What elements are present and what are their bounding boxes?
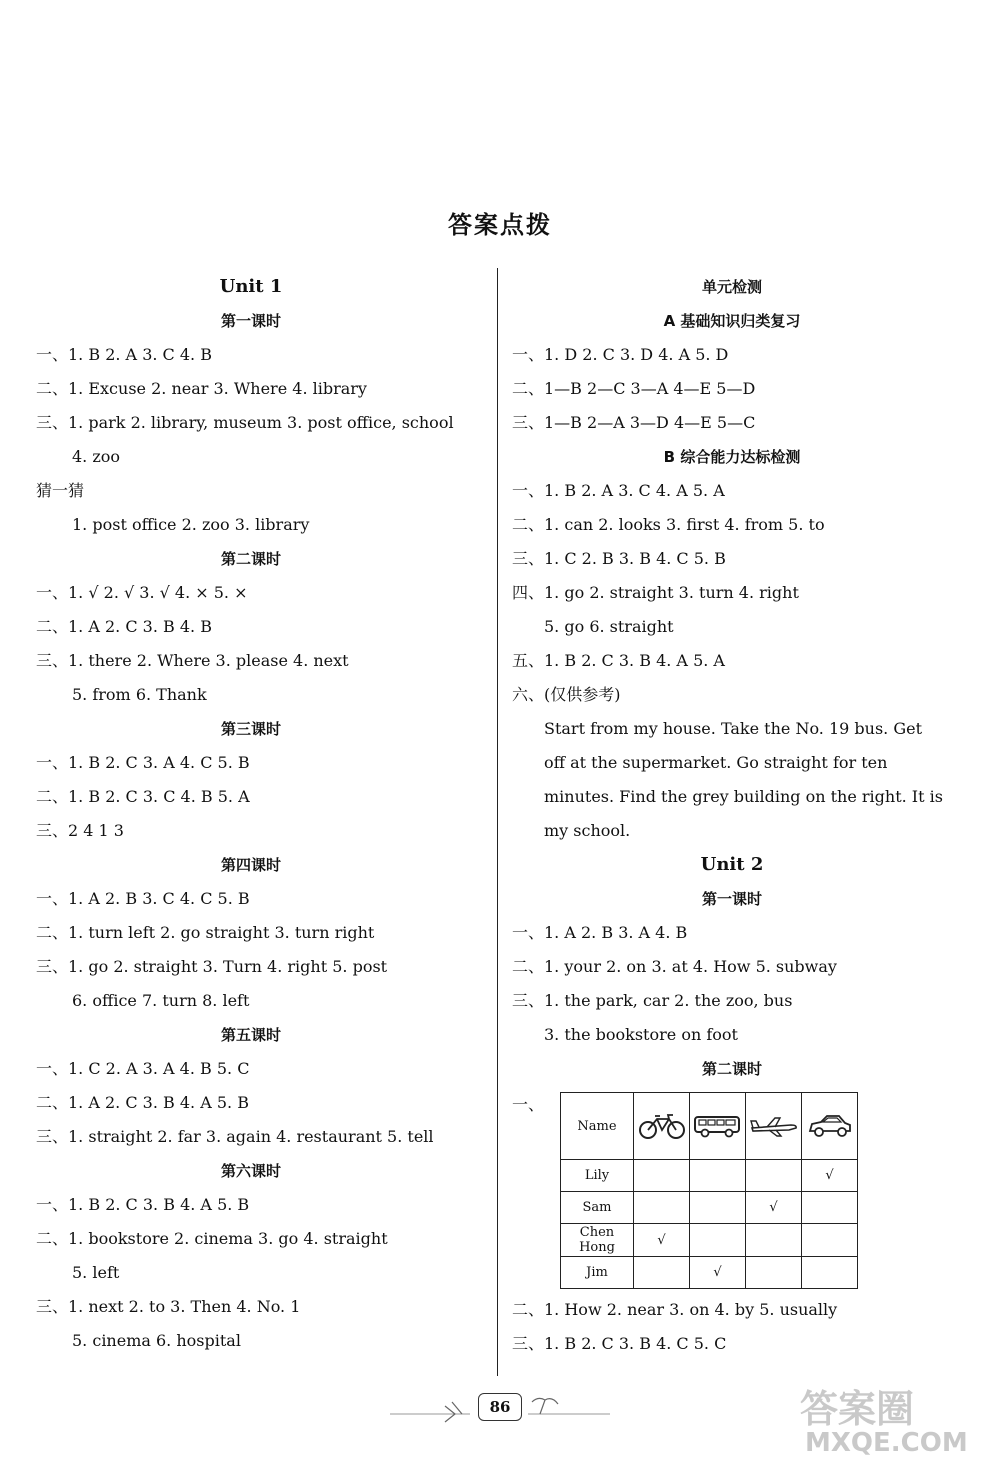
- answer-line: 一、1. B 2. C 3. A 4. C 5. B: [36, 753, 250, 772]
- answer-line: 六、(仅供参考): [512, 685, 621, 704]
- watermark-logo: 答案圈: [800, 1387, 915, 1431]
- table-cell: √: [802, 1160, 858, 1192]
- answer-line: 三、1. C 2. B 3. B 4. C 5. B: [512, 549, 726, 568]
- answer-line: 四、1. go 2. straight 3. turn 4. right: [512, 583, 799, 602]
- answer-line: 一、1. √ 2. √ 3. √ 4. × 5. ×: [36, 583, 248, 602]
- lesson2-heading: 第二课时: [220, 550, 281, 568]
- table-cell-name: Sam: [561, 1192, 634, 1224]
- transport-table: [560, 1092, 858, 1289]
- table-cell: [802, 1224, 858, 1257]
- car-icon: [802, 1093, 858, 1160]
- answer-line: 6. office 7. turn 8. left: [72, 991, 250, 1010]
- lesson6-heading: 第六课时: [220, 1162, 281, 1180]
- answer-line: 二、1. bookstore 2. cinema 3. go 4. straight: [36, 1229, 388, 1248]
- answer-line: 一、1. A 2. B 3. C 4. C 5. B: [36, 889, 250, 908]
- guess-heading: 猜一猜: [36, 481, 85, 500]
- answer-line: 5. from 6. Thank: [72, 685, 207, 704]
- table-row: [561, 1257, 858, 1289]
- answer-line: 二、1. B 2. C 3. C 4. B 5. A: [36, 787, 250, 806]
- lesson4-heading: 第四课时: [220, 856, 281, 874]
- sample-essay: Start from my house. Take the No. 19 bus. Get off at the supermarket. Go straight for ten minutes. Find the grey building on the right. It is my school.: [544, 719, 943, 840]
- right-column: [512, 270, 952, 1361]
- table-cell: [746, 1224, 802, 1257]
- answer-line: 二、1. How 2. near 3. on 4. by 5. usually: [512, 1300, 838, 1319]
- answer-line: 一、1. B 2. C 3. B 4. A 5. B: [36, 1195, 250, 1214]
- answer-line: 三、2 4 1 3: [36, 821, 124, 840]
- table-cell-name: Jim: [561, 1257, 634, 1289]
- table-row: [561, 1192, 858, 1224]
- answer-line: 一、1. D 2. C 3. D 4. A 5. D: [512, 345, 729, 364]
- table-block: [512, 1092, 952, 1289]
- lesson3-heading: 第三课时: [220, 720, 281, 738]
- answer-line: 二、1. can 2. looks 3. first 4. from 5. to: [512, 515, 825, 534]
- table-cell: [746, 1257, 802, 1289]
- answer-line: 二、1. Excuse 2. near 3. Where 4. library: [36, 379, 367, 398]
- unit2-heading: Unit 2: [700, 854, 764, 875]
- part-b-heading: B 综合能力达标检测: [663, 448, 801, 466]
- unit1-heading: Unit 1: [219, 276, 283, 297]
- table-cell: [802, 1192, 858, 1224]
- answer-line: 三、1. there 2. Where 3. please 4. next: [36, 651, 349, 670]
- column-divider: [497, 268, 498, 1376]
- watermark-url: MXQE.COM: [805, 1428, 968, 1458]
- left-column: [36, 270, 466, 1358]
- answer-line: 二、1. your 2. on 3. at 4. How 5. subway: [512, 957, 837, 976]
- answer-line: 三、1. next 2. to 3. Then 4. No. 1: [36, 1297, 301, 1316]
- answer-line: 三、1. B 2. C 3. B 4. C 5. C: [512, 1334, 727, 1353]
- lesson5-heading: 第五课时: [220, 1026, 281, 1044]
- lesson1-heading: 第一课时: [220, 312, 281, 330]
- part-a-heading: A 基础知识归类复习: [663, 312, 801, 330]
- answer-line: 4. zoo: [72, 447, 121, 466]
- answer-line: 二、1. A 2. C 3. B 4. A 5. B: [36, 1093, 249, 1112]
- table-cell: √: [746, 1192, 802, 1224]
- answer-line: 一、1. A 2. B 3. A 4. B: [512, 923, 688, 942]
- table-cell: [634, 1160, 690, 1192]
- answer-line: 二、1—B 2—C 3—A 4—E 5—D: [512, 379, 756, 398]
- answer-line: 五、1. B 2. C 3. B 4. A 5. A: [512, 651, 725, 670]
- table-cell: [690, 1192, 746, 1224]
- table-cell: [634, 1257, 690, 1289]
- table-cell: [690, 1160, 746, 1192]
- table-cell: √: [634, 1224, 690, 1257]
- answer-line: 二、1. A 2. C 3. B 4. B: [36, 617, 212, 636]
- bus-icon: [690, 1093, 746, 1160]
- answer-line: 3. the bookstore on foot: [544, 1025, 738, 1044]
- answer-line: 5. cinema 6. hospital: [72, 1331, 241, 1350]
- answer-line: 三、1. park 2. library, museum 3. post office, school: [36, 413, 454, 432]
- table-header-row: [561, 1093, 858, 1160]
- answer-line: 三、1. go 2. straight 3. Turn 4. right 5. post: [36, 957, 388, 976]
- answer-line: 三、1. straight 2. far 3. again 4. restaurant 5. tell: [36, 1127, 434, 1146]
- table-cell: [634, 1192, 690, 1224]
- page-title: 答案点拨: [448, 211, 552, 239]
- table-row: [561, 1224, 858, 1257]
- answer-line: 5. go 6. straight: [544, 617, 674, 636]
- answer-line: 三、1—B 2—A 3—D 4—E 5—C: [512, 413, 756, 432]
- answer-line: 一、1. B 2. A 3. C 4. A 5. A: [512, 481, 725, 500]
- name-header: Name: [561, 1093, 634, 1160]
- table-cell: [690, 1224, 746, 1257]
- unit-test-heading: 单元检测: [701, 278, 762, 296]
- answer-line: 三、1. the park, car 2. the zoo, bus: [512, 991, 793, 1010]
- table-cell-name: Chen Hong: [561, 1224, 634, 1257]
- answer-line: 一、1. B 2. A 3. C 4. B: [36, 345, 212, 364]
- table-cell-name: Lily: [561, 1160, 634, 1192]
- bike-icon: [634, 1093, 690, 1160]
- page-number: 86: [478, 1393, 522, 1421]
- answer-line: 1. post office 2. zoo 3. library: [72, 515, 310, 534]
- u2-lesson2-heading: 第二课时: [701, 1060, 762, 1078]
- answer-line: 5. left: [72, 1263, 120, 1282]
- answer-line: 二、1. turn left 2. go straight 3. turn right: [36, 923, 375, 942]
- table-cell: √: [690, 1257, 746, 1289]
- plane-icon: [746, 1093, 802, 1160]
- table-label: 一、: [512, 1095, 545, 1114]
- table-cell: [746, 1160, 802, 1192]
- table-cell: [802, 1257, 858, 1289]
- answer-line: 一、1. C 2. A 3. A 4. B 5. C: [36, 1059, 250, 1078]
- u2-lesson1-heading: 第一课时: [701, 890, 762, 908]
- table-row: [561, 1160, 858, 1192]
